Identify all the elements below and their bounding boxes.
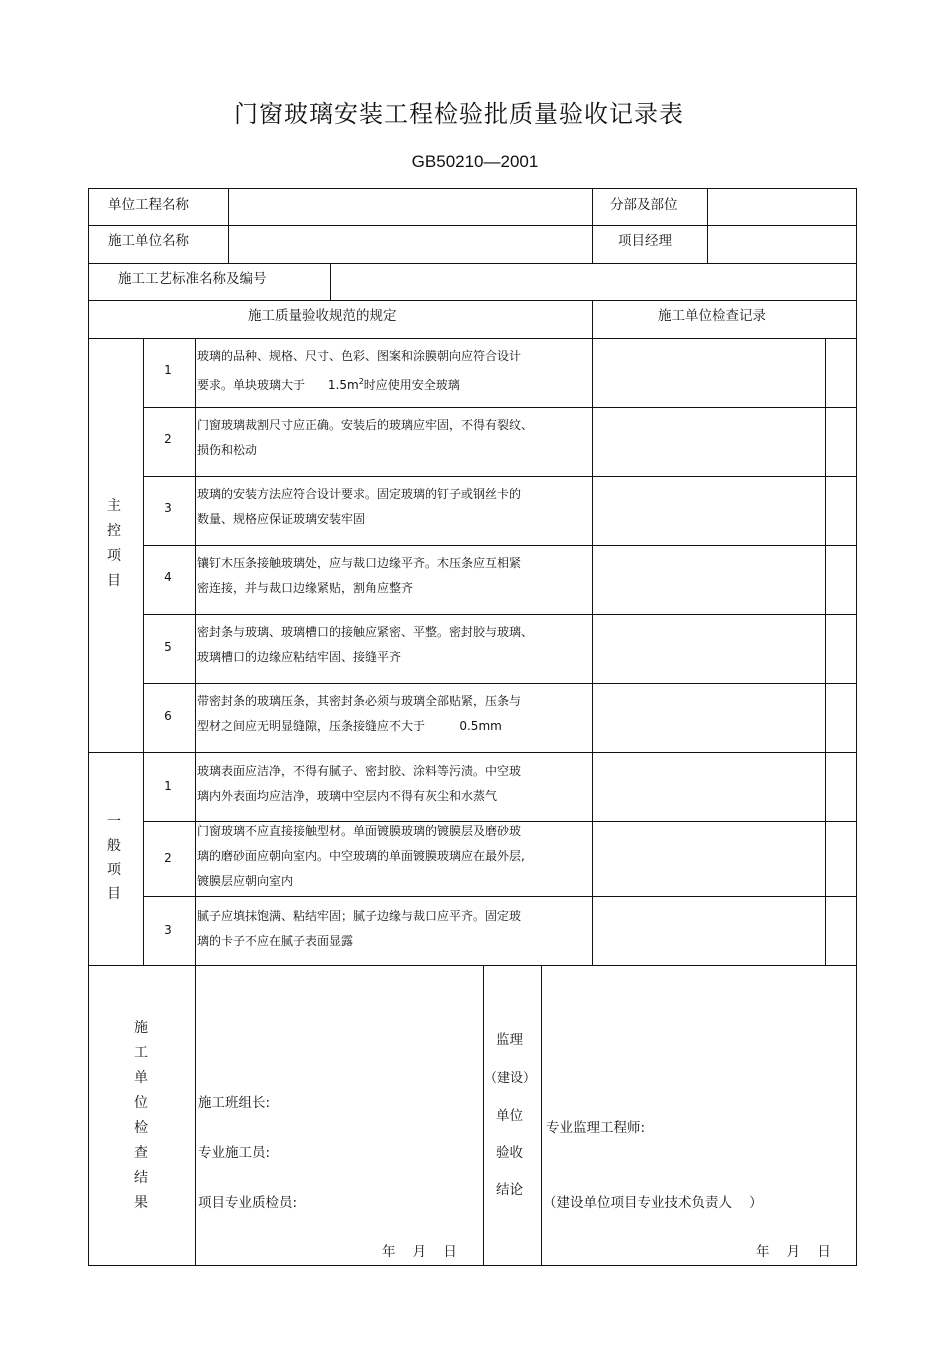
- unit-project-label: 单位工程名称: [108, 197, 189, 213]
- check-record-header: 施工单位检查记录: [658, 308, 766, 324]
- check-record-cell[interactable]: [596, 687, 821, 748]
- construction-unit-value[interactable]: [232, 229, 588, 259]
- item-text: 玻璃的安装方法应符合设计要求。固定玻璃的钉子或钢丝卡的 数量、规格应保证玻璃安装牢固: [197, 487, 522, 526]
- division-label: 分部及部位: [610, 197, 678, 213]
- spec-header: 施工质量验收规范的规定: [248, 308, 397, 324]
- date-right: 年 月 日: [756, 1244, 831, 1260]
- team-leader-label: 施工班组长:: [198, 1095, 271, 1111]
- item-text: 密封条与玻璃、玻璃槽口的接触应紧密、平整。密封胶与玻璃、 玻璃槽口的边缘应粘结牢固、接缝平齐: [197, 625, 534, 664]
- unit-project-value[interactable]: [232, 192, 588, 222]
- project-manager-label: 项目经理: [618, 233, 672, 249]
- worker-label: 专业施工员:: [198, 1145, 271, 1161]
- check-record-cell[interactable]: [596, 756, 821, 817]
- check-record-cell[interactable]: [596, 549, 821, 610]
- item-number: 2: [164, 432, 172, 446]
- item-number: 4: [164, 570, 172, 584]
- item-text: 腻子应填抹饱满、粘结牢固；腻子边缘与裁口应平齐。固定玻 璃的卡子不应在腻子表面显露: [197, 909, 522, 948]
- owner-representative-label: （建设单位项目专业技术负责人 ）: [543, 1195, 763, 1211]
- date-left: 年 月 日: [382, 1244, 457, 1260]
- item-number: 3: [164, 923, 172, 937]
- project-manager-value[interactable]: [711, 229, 851, 259]
- item-number: 1: [164, 779, 172, 793]
- item-text: 玻璃表面应洁净，不得有腻子、密封胶、涂料等污渍。中空玻 璃内外表面均应洁净，玻璃中空层内不得有灰尘和水蒸气: [197, 764, 522, 803]
- standard-code: GB50210—2001: [411, 152, 539, 171]
- check-record-cell[interactable]: [596, 342, 821, 403]
- check-record-cell[interactable]: [596, 411, 821, 472]
- item-text: 镶钉木压条接触玻璃处，应与裁口边缘平齐。木压条应互相紧 密连接，并与裁口边缘紧贴，割角应整齐: [197, 556, 522, 595]
- construction-unit-label: 施工单位名称: [108, 233, 189, 249]
- quality-inspector-label: 项目专业质检员:: [198, 1195, 298, 1211]
- division-value[interactable]: [711, 192, 851, 222]
- page-title: 门窗玻璃安装工程检验批质量验收记录表: [234, 100, 684, 128]
- check-record-cell[interactable]: [596, 480, 821, 541]
- item-number: 2: [164, 851, 172, 865]
- item-text: 玻璃的品种、规格、尺寸、色彩、图案和涂膜朝向应符合设计 要求。单块玻璃大于 $1.5m^2$时应使用安全玻璃: [197, 349, 522, 392]
- item-number: 1: [164, 363, 172, 377]
- check-record-cell[interactable]: [596, 618, 821, 679]
- item-number: 6: [164, 709, 172, 723]
- item-text: 门窗玻璃裁割尺寸应正确。安装后的玻璃应牢固，不得有裂纹、 损伤和松动: [197, 418, 534, 457]
- item-number: 5: [164, 640, 172, 654]
- item-text: 带密封条的玻璃压条，其密封条必须与玻璃全部贴紧，压条与 型材之间应无明显缝隙，压条接缝应不大于 0.5mm: [197, 694, 522, 733]
- standard-label: 施工工艺标准名称及编号: [118, 271, 267, 287]
- item-text: 门窗玻璃不应直接接触型材。单面镀膜玻璃的镀膜层及磨砂玻 璃的磨砂面应朝向室内。中空玻璃的单面镀膜玻璃应在最外层, 镀膜层应朝向室内: [197, 824, 525, 888]
- standard-value[interactable]: [334, 267, 852, 297]
- item-number: 3: [164, 501, 172, 515]
- check-record-cell[interactable]: [596, 900, 821, 961]
- supervisor-label: 专业监理工程师:: [546, 1120, 646, 1136]
- check-record-cell[interactable]: [596, 825, 821, 892]
